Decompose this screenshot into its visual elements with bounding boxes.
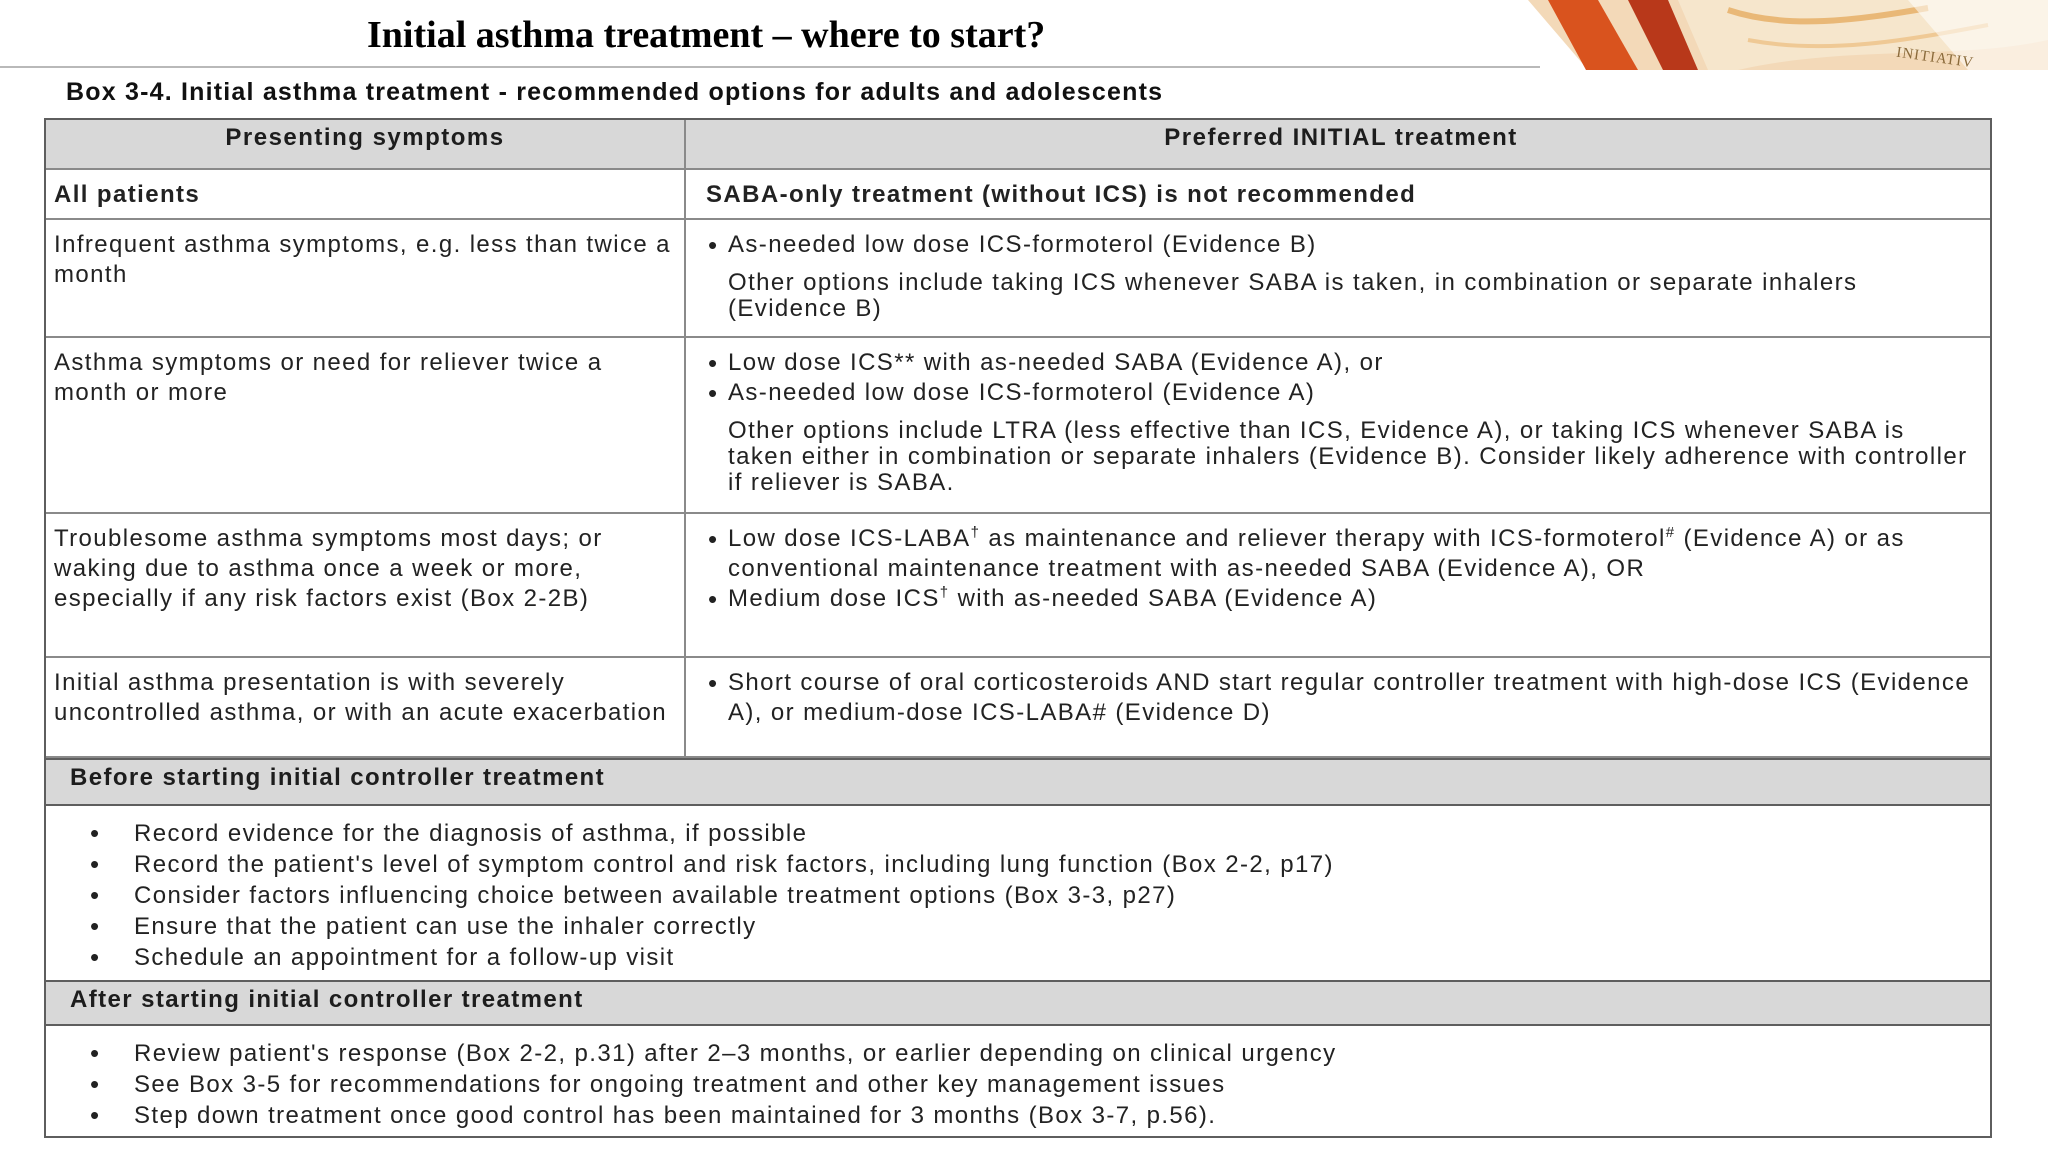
- box-caption: Box 3-4. Initial asthma treatment - recommended options for adults and adolescents: [66, 78, 1164, 106]
- before-item: • Schedule an appointment for a follow-up visit: [90, 942, 1990, 973]
- before-item: • Ensure that the patient can use the inhaler correctly: [90, 911, 1990, 942]
- instructions-section: [46, 758, 1990, 1136]
- treatment-cell: SABA-only treatment (without ICS) is not recommended: [706, 181, 1417, 208]
- after-list: [46, 1026, 1990, 1134]
- column-header-treatment: Preferred INITIAL treatment: [1164, 124, 1518, 151]
- hash-mark: #: [1665, 524, 1676, 541]
- bullet-text: (Evidence A) or as conventional maintenance treatment with as-needed SABA (Evidence A), OR: [728, 525, 1905, 582]
- treatment-cell: [686, 338, 1990, 512]
- table-row-infrequent: [46, 220, 1990, 338]
- other-options-text: Other options include LTRA (less effective than ICS, Evidence A), or taking ICS whenever SABA is taken either in combination or separate inhalers (Evidence B). Consider likely adherence with controller if reliever is SABA.: [728, 417, 1968, 496]
- treatment-cell: [686, 220, 1990, 336]
- treatment-bullet: [706, 524, 1976, 584]
- bullet-text: Medium dose ICS: [728, 585, 940, 612]
- table-row-twice-monthly: [46, 338, 1990, 514]
- bullet-text: as maintenance and reliever therapy with ICS-formoterol: [980, 525, 1666, 552]
- treatment-cell: [686, 658, 1990, 756]
- logo-text: INITIATIV: [1895, 44, 1975, 72]
- before-item: • Consider factors influencing choice between available treatment options (Box 3-3, p27): [90, 880, 1990, 911]
- treatment-bullet: • As-needed low dose ICS-formoterol (Evidence A): [706, 378, 1976, 408]
- treatment-bullet: • Short course of oral corticosteroids AND start regular controller treatment with high-dose ICS (Evidence A), or medium-dose ICS-LABA# (Evidence D): [706, 668, 1976, 728]
- symptom-cell: Infrequent asthma symptoms, e.g. less than twice a month: [46, 220, 686, 336]
- table-row-troublesome: [46, 514, 1990, 658]
- slide-title: Initial asthma treatment – where to start?: [367, 14, 1046, 56]
- symptom-cell: Initial asthma presentation is with severely uncontrolled asthma, or with an acute exacerbation: [46, 658, 686, 756]
- bullet-text: Low dose ICS-LABA: [728, 525, 971, 552]
- symptom-cell: Asthma symptoms or need for reliever twice a month or more: [46, 338, 686, 512]
- bullet-text: with as-needed SABA (Evidence A): [949, 585, 1378, 612]
- before-item: • Record the patient's level of symptom control and risk factors, including lung function (Box 2-2, p17): [90, 849, 1990, 880]
- table-header-row: [46, 120, 1990, 170]
- other-options-text: Other options include taking ICS whenever SABA is taken, in combination or separate inhalers (Evidence B): [728, 269, 1858, 322]
- before-heading: Before starting initial controller treatment: [46, 760, 1990, 806]
- treatment-table: [44, 118, 1992, 1138]
- symptom-cell: Troublesome asthma symptoms most days; or waking due to asthma once a week or more, especially if any risk factors exist (Box 2-2B): [46, 514, 686, 656]
- after-item: • Review patient's response (Box 2-2, p.31) after 2–3 months, or earlier depending on clinical urgency: [90, 1038, 1990, 1069]
- dagger-mark: †: [939, 584, 950, 601]
- symptom-cell: All patients: [46, 170, 686, 218]
- treatment-bullet: • As-needed low dose ICS-formoterol (Evidence B): [706, 230, 1976, 260]
- after-heading: After starting initial controller treatment: [46, 982, 1990, 1026]
- after-item: • Step down treatment once good control has been maintained for 3 months (Box 3-7, p.56).: [90, 1100, 1990, 1131]
- table-row-severe: [46, 658, 1990, 758]
- treatment-bullet: [706, 584, 1976, 614]
- table-row-all-patients: [46, 170, 1990, 220]
- before-item: • Record evidence for the diagnosis of asthma, if possible: [90, 818, 1990, 849]
- before-list: [46, 806, 1990, 982]
- header-divider: [0, 66, 1540, 68]
- treatment-cell: [686, 514, 1990, 656]
- dagger-mark: †: [970, 524, 981, 541]
- column-header-symptoms: Presenting symptoms: [46, 120, 686, 168]
- treatment-bullet: • Low dose ICS** with as-needed SABA (Evidence A), or: [706, 348, 1976, 378]
- after-item: • See Box 3-5 for recommendations for ongoing treatment and other key management issues: [90, 1069, 1990, 1100]
